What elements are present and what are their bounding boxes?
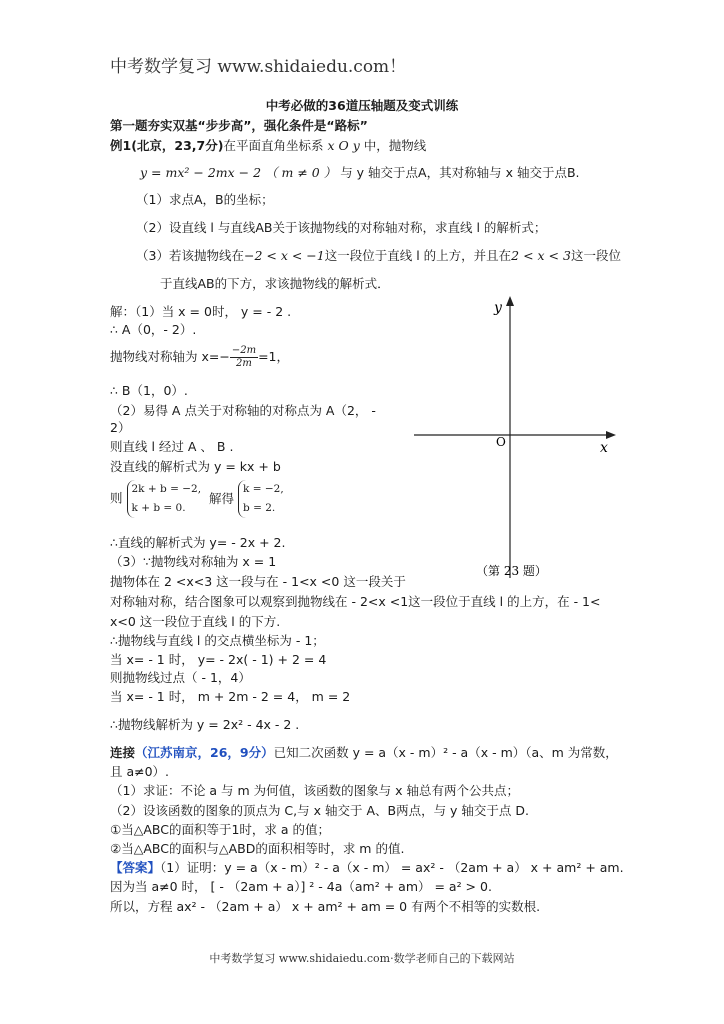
parabola-condition: （ m ≠ 0 ）: [265, 165, 337, 180]
solution-line-14: ∴抛物线与直线 l 的交点横坐标为 - 1；: [110, 633, 325, 648]
y-axis-label: y: [494, 300, 502, 316]
solution-line-5b: 2）: [110, 420, 131, 435]
link-source: （江苏南京，26，9分）: [135, 745, 274, 760]
solution-line-11: 抛物体在 2 <x<3 这一段与在 - 1<x <0 这一段关于: [110, 574, 406, 589]
link-question-2: （2）设该函数的图象的顶点为 C,与 x 轴交于 A、B两点，与 y 轴交于点 D.: [110, 803, 529, 818]
example-equation-line: [140, 163, 580, 181]
question-3-part-a: （3）若该抛物线在: [136, 248, 244, 263]
answer-label: 【答案】: [110, 860, 161, 875]
page-footer: 中考数学复习 www.shidaiedu.com·数学老师自己的下载网站: [209, 952, 515, 965]
solution-line-12: 对称轴对称，结合图象可以观察到抛物线在 - 2<x <1这一段位于直线 l 的上方，在 - 1<: [110, 594, 601, 609]
y-axis-arrow: [506, 296, 514, 306]
site-header: 中考数学复习 www.shidaiedu.com！: [110, 57, 407, 77]
x-axis-label: x: [600, 440, 608, 456]
system2-eq1: k = −2,: [243, 483, 284, 495]
solution-line-5a: （2）易得 A 点关于对称轴的对称点为 A（2， -: [110, 403, 376, 418]
figure-caption: （第 23 题）: [476, 564, 547, 578]
range-1: −2 < x < −1: [243, 248, 325, 263]
solution-line-2: ∴ A（0，- 2）.: [110, 322, 197, 337]
solution-line-10: （3）∵抛物线对称轴为 x = 1: [110, 554, 277, 569]
solution-line-9: ∴直线的解析式为 y= - 2x + 2.: [110, 535, 286, 550]
axis-text: 抛物线对称轴为 x=: [110, 349, 220, 364]
solution-line-4: ∴ B（1，0）.: [110, 383, 188, 398]
question-1: （1）求点A，B的坐标；: [136, 192, 274, 207]
link-problem: [110, 743, 618, 761]
solution-line-13: x<0 这一段位于直线 l 的下方.: [110, 614, 281, 629]
example-intro: [110, 136, 426, 154]
solve-text: 解得: [209, 490, 235, 506]
example-intro-end: 中，抛物线: [363, 138, 427, 153]
question-3-part-c: 这一段位: [570, 248, 621, 263]
link-text-2: 且 a≠0）.: [110, 764, 170, 779]
coordinate-graph: [410, 296, 620, 586]
parabola-equation: y = mx² − 2mx − 2: [140, 165, 262, 180]
x-axis-arrow: [606, 431, 616, 439]
equation-system-1: [127, 480, 202, 518]
link-label: 连接: [110, 745, 136, 760]
equation-description: 与 y 轴交于点A，其对称轴与 x 轴交于点B.: [340, 165, 580, 180]
answer-line-3: 所以，方程 ax² - （2am + a） x + am² + am = 0 有两个不相等的实数根.: [110, 899, 541, 914]
answer-text-1: （1）证明：y = a（x - m）² - a（x - m） = ax² - （2am + a） x + am² + am.: [160, 860, 624, 875]
solution-line-18: ∴抛物线解析为 y = 2x² - 4x - 2 .: [110, 717, 300, 732]
example-label: 例1(北京，23,7分): [110, 138, 224, 153]
answer-line-1: [110, 858, 624, 876]
solution-line-8: [110, 480, 284, 518]
link-question-2-2: ②当△ABC的面积与△ABD的面积相等时，求 m 的值.: [110, 841, 405, 856]
system1-eq1: 2k + b = −2,: [131, 483, 202, 495]
solution-line-7: 没直线的解析式为 y = kx + b: [110, 459, 281, 474]
question-3: [136, 246, 621, 264]
frac-sign: −: [219, 349, 230, 364]
solution-line-3: [110, 345, 289, 370]
system1-eq2: k + b = 0.: [131, 502, 186, 514]
solution-line-17: 当 x= - 1 时， m + 2m - 2 = 4， m = 2: [110, 689, 351, 704]
question-2: （2）设直线 l 与直线AB关于该抛物线的对称轴对称，求直线 l 的解析式；: [136, 220, 547, 235]
link-text: 已知二次函数 y = a（x - m）² - a（x - m）（a、m 为常数，: [273, 745, 618, 760]
equation-system-2: [238, 480, 284, 518]
fraction-numerator: −2m: [231, 345, 257, 356]
page-title: 中考必做的36道压轴题及变式训练: [265, 98, 459, 113]
fraction-denominator: 2m: [236, 358, 252, 369]
solution-line-6: 则直线 l 经过 A 、 B .: [110, 439, 234, 454]
fraction: [230, 345, 258, 370]
section-heading: 第一题夯实双基“步步高”，强化条件是“路标”: [110, 118, 368, 133]
example-intro-text: 在平面直角坐标系: [223, 138, 324, 153]
xoy-symbol: x O y: [327, 138, 360, 153]
question-3-part-b: 这一段位于直线 l 的上方，并且在: [324, 248, 512, 263]
system2-eq2: b = 2.: [243, 502, 276, 514]
axis-result: =1，: [258, 349, 290, 364]
answer-line-2: 因为当 a≠0 时， [ - （2am + a）] ² - 4a（am² + am） = a² > 0.: [110, 879, 492, 894]
link-question-2-1: ①当△ABC的面积等于1时，求 a 的值；: [110, 822, 331, 837]
question-3-cont: 于直线AB的下方，求该抛物线的解析式．: [160, 276, 390, 291]
then-text: 则: [110, 490, 123, 506]
solution-line-16: 则抛物线过点（ - 1，4）: [110, 670, 251, 685]
solution-line-1: 解：（1）当 x = 0时， y = - 2 .: [110, 304, 292, 319]
origin-label: O: [496, 435, 506, 449]
link-question-1: （1）求证：不论 a 与 m 为何值，该函数的图象与 x 轴总有两个公共点；: [110, 783, 520, 798]
range-2: 2 < x < 3: [511, 248, 571, 263]
solution-line-15: 当 x= - 1 时， y= - 2x( - 1) + 2 = 4: [110, 652, 327, 667]
